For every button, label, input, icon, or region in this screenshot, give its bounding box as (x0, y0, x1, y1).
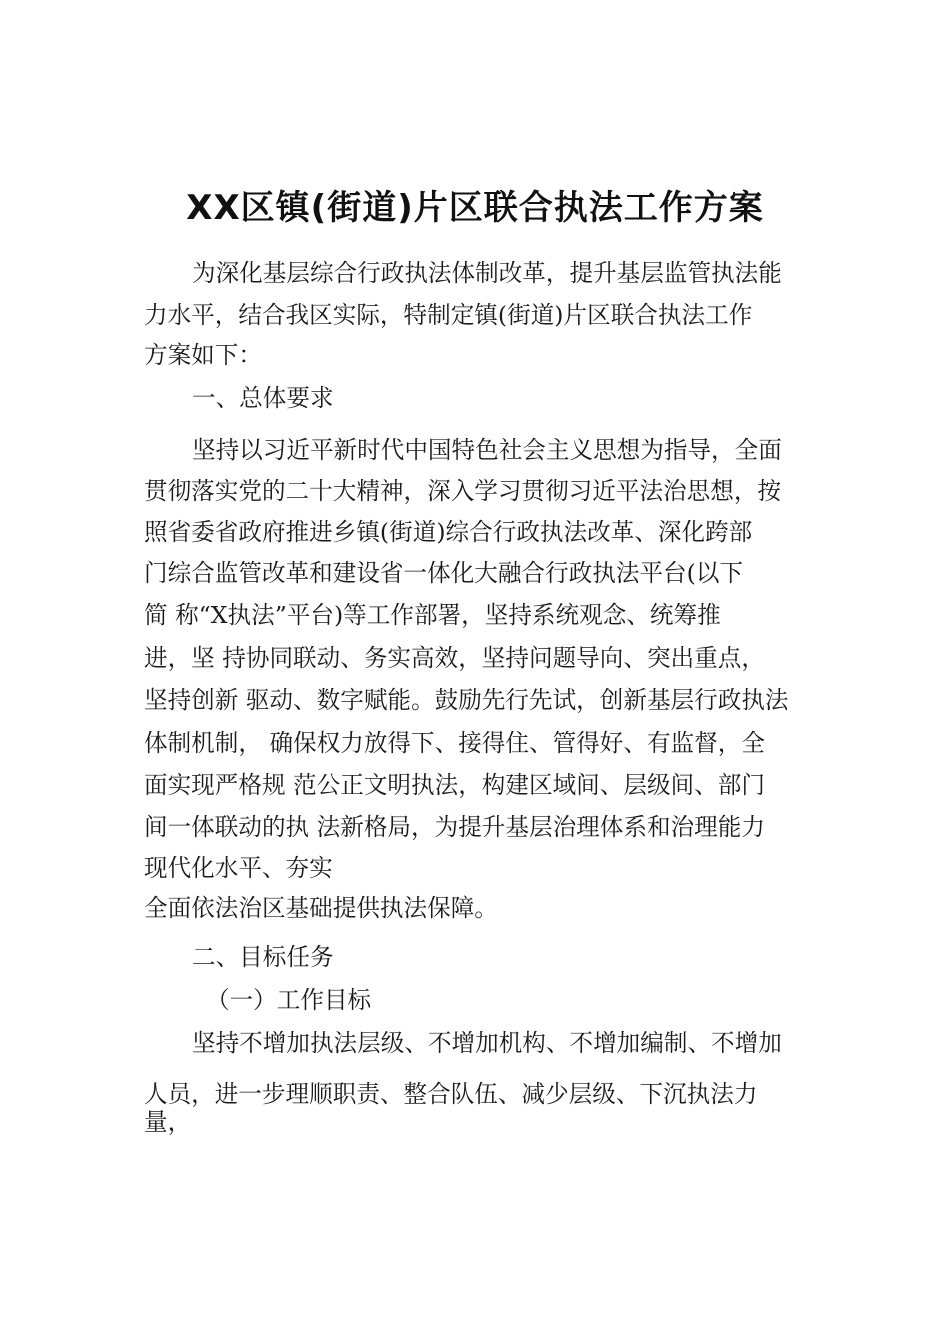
paragraph-line: 人员，进一步理顺职责、整合队伍、减少层级、下沉执法力 (144, 1080, 758, 1108)
paragraph-line: 进，坚 持协同联动、务实高效，坚持问题导向、突出重点， (144, 644, 765, 672)
document-title: XX区镇(街道)片区联合执法工作方案 (186, 188, 764, 228)
section-heading: 一、总体要求 (192, 384, 334, 412)
paragraph-line: 体制机制， 确保权力放得下、接得住、管得好、有监督，全 (144, 729, 765, 757)
paragraph-line: 力水平，结合我区实际，特制定镇(街道)片区联合执法工作 (144, 301, 753, 329)
paragraph-line: 量， (144, 1108, 192, 1136)
paragraph-line: 坚持创新 驱动、数字赋能。鼓励先行先试，创新基层行政执法 (144, 686, 789, 714)
subsection-heading: （一）工作目标 (206, 986, 372, 1014)
paragraph-line: 照省委省政府推进乡镇(街道)综合行政执法改革、深化跨部 (144, 518, 753, 546)
paragraph-line: 间一体联动的执 法新格局，为提升基层治理体系和治理能力 (144, 813, 765, 841)
paragraph-line: 贯彻落实党的二十大精神，深入学习贯彻习近平法治思想，按 (144, 477, 782, 505)
section-heading: 二、目标任务 (192, 943, 334, 971)
paragraph-line: 坚持不增加执法层级、不增加机构、不增加编制、不增加 (192, 1029, 782, 1057)
paragraph-line: 坚持以习近平新时代中国特色社会主义思想为指导，全面 (192, 436, 782, 464)
paragraph-line: 门综合监管改革和建设省一体化大融合行政执法平台(以下 (144, 559, 744, 587)
paragraph-line: 全面依法治区基础提供执法保障。 (144, 894, 498, 922)
paragraph-line: 现代化水平、夯实 (144, 854, 333, 882)
paragraph-line: 简 称“X执法”平台)等工作部署，坚持系统观念、统筹推 (144, 601, 721, 629)
paragraph-line: 为深化基层综合行政执法体制改革，提升基层监管执法能 (192, 259, 782, 287)
paragraph-line: 方案如下： (144, 341, 262, 369)
paragraph-line: 面实现严格规 范公正文明执法，构建区域间、层级间、部门 (144, 771, 765, 799)
